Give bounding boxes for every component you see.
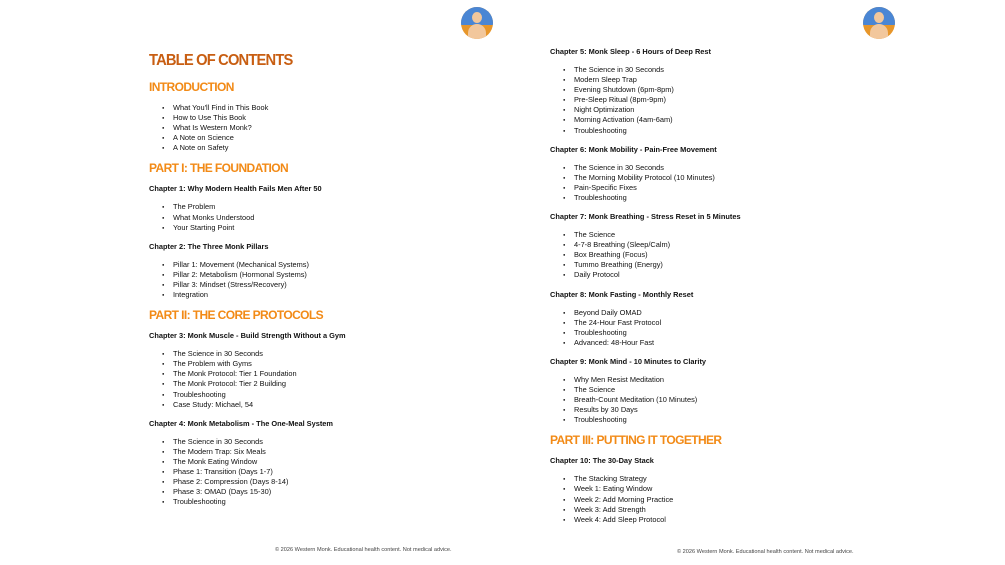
bullet-list: [149, 349, 479, 410]
part-heading: INTRODUCTION: [149, 80, 234, 94]
list-item: ● Troubleshooting: [550, 126, 930, 136]
list-item: ● Pillar 1: Movement (Mechanical Systems): [149, 260, 479, 270]
bullet-list: [550, 230, 930, 280]
list-item: ● Integration: [149, 290, 479, 300]
list-item: ● The Science in 30 Seconds: [149, 437, 479, 447]
list-item: ● Pain-Specific Fixes: [550, 183, 930, 193]
right-page-content: [550, 47, 930, 534]
left-page: [0, 0, 502, 565]
list-item: ● Week 2: Add Morning Practice: [550, 495, 930, 505]
list-item: ● Troubleshooting: [550, 328, 930, 338]
part-heading: PART I: THE FOUNDATION: [149, 161, 289, 176]
bullet-list: [149, 260, 479, 300]
list-item: ● 4-7-8 Breathing (Sleep/Calm): [550, 240, 930, 250]
bullet-list: [149, 202, 479, 232]
list-item: ● A Note on Science: [149, 133, 479, 143]
list-item: ● The 24-Hour Fast Protocol: [550, 318, 930, 328]
bullet-list: [550, 474, 930, 524]
list-item: ● Troubleshooting: [550, 415, 930, 425]
chapter-heading: Chapter 3: Monk Muscle - Build Strength Without a Gym: [149, 331, 346, 341]
list-item: ● Tummo Breathing (Energy): [550, 260, 930, 270]
chapter-heading: Chapter 7: Monk Breathing - Stress Reset in 5 Minutes: [550, 212, 741, 222]
list-item: ● The Modern Trap: Six Meals: [149, 447, 479, 457]
list-item: ● Modern Sleep Trap: [550, 75, 930, 85]
list-item: ● Week 1: Eating Window: [550, 484, 930, 494]
list-item: ● Phase 1: Transition (Days 1-7): [149, 467, 479, 477]
list-item: ● Morning Activation (4am-6am): [550, 115, 930, 125]
list-item: ● The Monk Protocol: Tier 1 Foundation: [149, 369, 479, 379]
chapter-heading: Chapter 6: Monk Mobility - Pain-Free Movement: [550, 144, 717, 154]
list-item: ● Troubleshooting: [149, 390, 479, 400]
list-item: ● What Is Western Monk?: [149, 123, 479, 133]
list-item: ● Results by 30 Days: [550, 405, 930, 415]
list-item: ● Breath-Count Meditation (10 Minutes): [550, 395, 930, 405]
list-item: ● The Monk Protocol: Tier 2 Building: [149, 379, 479, 389]
bullet-list: [149, 103, 479, 153]
list-item: ● Troubleshooting: [149, 497, 479, 507]
chapter-heading: Chapter 4: Monk Metabolism - The One-Meal System: [149, 418, 333, 428]
list-item: ● The Morning Mobility Protocol (10 Minutes): [550, 173, 930, 183]
bullet-list: [550, 375, 930, 425]
list-item: ● Night Optimization: [550, 105, 930, 115]
page-footer: © 2026 Western Monk. Educational health content. Not medical advice.: [275, 547, 452, 553]
bullet-list: [550, 163, 930, 203]
list-item: ● What You'll Find in This Book: [149, 103, 479, 113]
list-item: ● Box Breathing (Focus): [550, 250, 930, 260]
list-item: ● The Monk Eating Window: [149, 457, 479, 467]
bullet-list: [550, 308, 930, 348]
list-item: ● A Note on Safety: [149, 143, 479, 153]
user-avatar-icon[interactable]: [461, 7, 493, 39]
list-item: ● Phase 2: Compression (Days 8-14): [149, 477, 479, 487]
left-page-content: [149, 52, 479, 516]
list-item: ● The Science: [550, 230, 930, 240]
list-item: ● The Science in 30 Seconds: [149, 349, 479, 359]
list-item: ● Troubleshooting: [550, 193, 930, 203]
toc-title: TABLE OF CONTENTS: [149, 52, 293, 69]
user-avatar-icon[interactable]: [863, 7, 895, 39]
list-item: ● How to Use This Book: [149, 113, 479, 123]
list-item: ● The Science in 30 Seconds: [550, 65, 930, 75]
list-item: ● Advanced: 48-Hour Fast: [550, 338, 930, 348]
list-item: ● The Problem with Gyms: [149, 359, 479, 369]
list-item: ● The Stacking Strategy: [550, 474, 930, 484]
chapter-heading: Chapter 9: Monk Mind - 10 Minutes to Clarity: [550, 356, 707, 366]
list-item: ● Daily Protocol: [550, 270, 930, 280]
right-page: [502, 0, 1005, 565]
list-item: ● The Science: [550, 385, 930, 395]
chapter-heading: Chapter 5: Monk Sleep - 6 Hours of Deep Rest: [550, 47, 711, 56]
list-item: ● Week 3: Add Strength: [550, 505, 930, 515]
list-item: ● Pillar 3: Mindset (Stress/Recovery): [149, 280, 479, 290]
list-item: ● Pillar 2: Metabolism (Hormonal Systems): [149, 270, 479, 280]
list-item: ● Beyond Daily OMAD: [550, 308, 930, 318]
list-item: ● The Science in 30 Seconds: [550, 163, 930, 173]
list-item: ● Your Starting Point: [149, 223, 479, 233]
page-footer: © 2026 Western Monk. Educational health content. Not medical advice.: [677, 549, 854, 555]
chapter-heading: Chapter 10: The 30-Day Stack: [550, 456, 654, 466]
list-item: ● Evening Shutdown (6pm-8pm): [550, 85, 930, 95]
list-item: ● Phase 3: OMAD (Days 15-30): [149, 487, 479, 497]
chapter-heading: Chapter 2: The Three Monk Pillars: [149, 241, 269, 251]
list-item: ● The Problem: [149, 202, 479, 212]
part-heading: PART III: PUTTING IT TOGETHER: [550, 433, 722, 448]
list-item: ● What Monks Understood: [149, 213, 479, 223]
list-item: ● Case Study: Michael, 54: [149, 400, 479, 410]
chapter-heading: Chapter 8: Monk Fasting - Monthly Reset: [550, 289, 694, 299]
list-item: ● Why Men Resist Meditation: [550, 375, 930, 385]
chapter-heading: Chapter 1: Why Modern Health Fails Men After 50: [149, 184, 322, 194]
bullet-list: [149, 437, 479, 508]
part-heading: PART II: THE CORE PROTOCOLS: [149, 308, 324, 323]
list-item: ● Week 4: Add Sleep Protocol: [550, 515, 930, 525]
bullet-list: [550, 65, 930, 136]
list-item: ● Pre-Sleep Ritual (8pm-9pm): [550, 95, 930, 105]
